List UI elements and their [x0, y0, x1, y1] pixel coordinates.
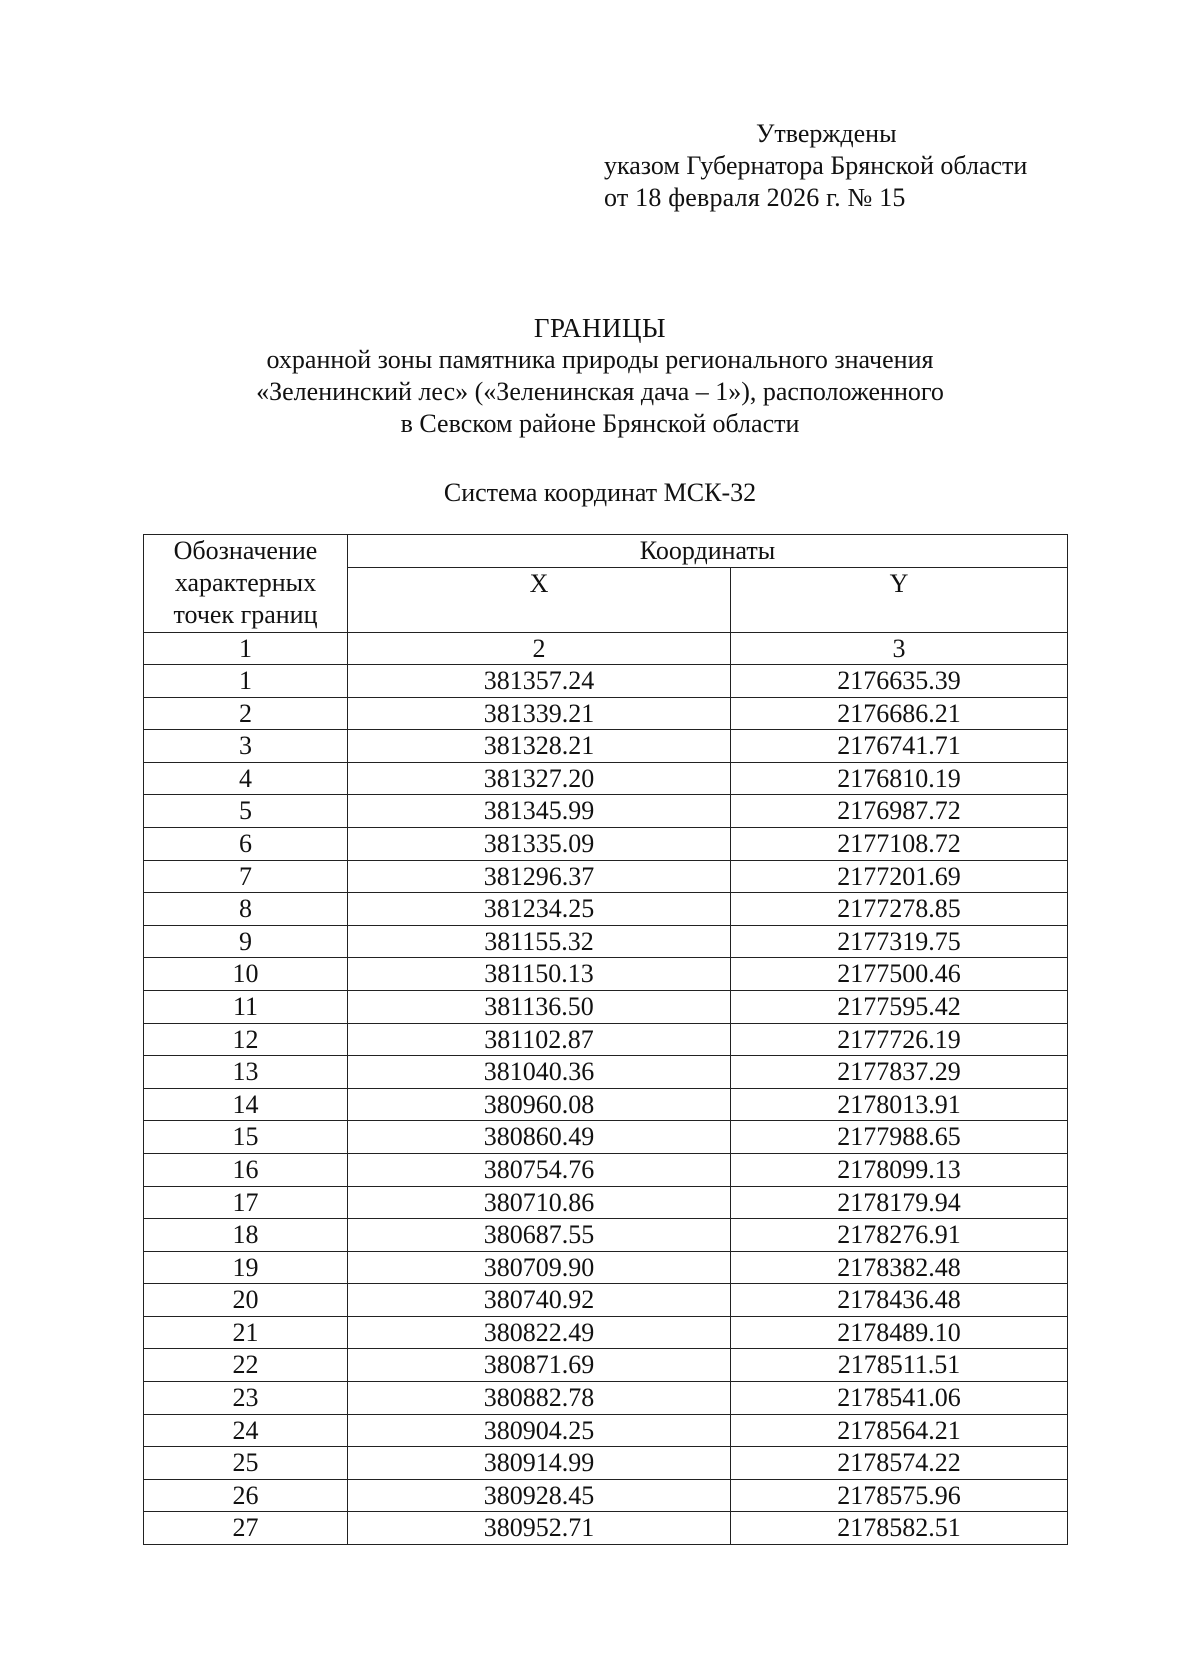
title-line-1: охранной зоны памятника природы регионального значения — [266, 345, 934, 374]
cell-point: 2 — [144, 697, 348, 730]
cell-x: 380871.69 — [348, 1349, 731, 1382]
cell-y: 2176741.71 — [731, 730, 1068, 763]
cell-point: 25 — [144, 1447, 348, 1480]
header-point-designation — [144, 535, 348, 633]
cell-x: 381234.25 — [348, 893, 731, 926]
cell-x: 380914.99 — [348, 1447, 731, 1480]
cell-x: 381328.21 — [348, 730, 731, 763]
cell-x: 380822.49 — [348, 1316, 731, 1349]
cell-x: 381345.99 — [348, 795, 731, 828]
cell-y: 2178013.91 — [731, 1088, 1068, 1121]
cell-point: 14 — [144, 1088, 348, 1121]
table-row — [144, 1512, 1068, 1545]
cell-y: 2178382.48 — [731, 1251, 1068, 1284]
cell-y: 2177201.69 — [731, 860, 1068, 893]
cell-point: 11 — [144, 990, 348, 1023]
cell-x: 380904.25 — [348, 1414, 731, 1447]
cell-point: 17 — [144, 1186, 348, 1219]
cell-x: 380740.92 — [348, 1284, 731, 1317]
cell-x: 381357.24 — [348, 665, 731, 698]
cell-y: 2177595.42 — [731, 990, 1068, 1023]
table-row — [144, 697, 1068, 730]
cell-x: 381296.37 — [348, 860, 731, 893]
cell-point: 12 — [144, 1023, 348, 1056]
table-row — [144, 1251, 1068, 1284]
cell-x: 380860.49 — [348, 1121, 731, 1154]
cell-y: 2178564.21 — [731, 1414, 1068, 1447]
table-row — [144, 1447, 1068, 1480]
cell-point: 4 — [144, 762, 348, 795]
table-row — [144, 1479, 1068, 1512]
cell-point: 23 — [144, 1382, 348, 1415]
cell-y: 2178582.51 — [731, 1512, 1068, 1545]
cell-point: 27 — [144, 1512, 348, 1545]
cell-point: 18 — [144, 1219, 348, 1252]
cell-point: 5 — [144, 795, 348, 828]
table-body — [144, 665, 1068, 1545]
cell-x: 380754.76 — [348, 1153, 731, 1186]
cell-point: 7 — [144, 860, 348, 893]
cell-y: 2178511.51 — [731, 1349, 1068, 1382]
cell-y: 2176635.39 — [731, 665, 1068, 698]
title-line-3: в Севском районе Брянской области — [400, 409, 800, 438]
table-row — [144, 1023, 1068, 1056]
cell-y: 2176810.19 — [731, 762, 1068, 795]
table-row — [144, 1219, 1068, 1252]
table-row — [144, 665, 1068, 698]
cell-point: 22 — [144, 1349, 348, 1382]
cell-y: 2178541.06 — [731, 1382, 1068, 1415]
cell-point: 3 — [144, 730, 348, 763]
cell-y: 2178575.96 — [731, 1479, 1068, 1512]
cell-point: 20 — [144, 1284, 348, 1317]
table-row — [144, 1316, 1068, 1349]
cell-x: 381136.50 — [348, 990, 731, 1023]
approval-line-decree: указом Губернатора Брянской области — [604, 151, 1028, 180]
header-y: Y — [731, 568, 1068, 633]
table-row — [144, 1121, 1068, 1154]
cell-y: 2176987.72 — [731, 795, 1068, 828]
cell-point: 24 — [144, 1414, 348, 1447]
header-point-line-1: Обозначение — [173, 536, 318, 565]
cell-y: 2178436.48 — [731, 1284, 1068, 1317]
table-row — [144, 990, 1068, 1023]
cell-x: 381040.36 — [348, 1056, 731, 1089]
column-number-1: 1 — [144, 633, 348, 665]
table-row — [144, 1284, 1068, 1317]
cell-y: 2178276.91 — [731, 1219, 1068, 1252]
table-row — [144, 860, 1068, 893]
table-row — [144, 795, 1068, 828]
table-row — [144, 730, 1068, 763]
title-line-2: «Зеленинский лес» («Зеленинская дача – 1»), расположенного — [256, 377, 944, 406]
cell-x: 381339.21 — [348, 697, 731, 730]
header-x: X — [348, 568, 731, 633]
approval-line-approved: Утверждены — [756, 119, 897, 148]
coordinates-table — [143, 534, 1068, 1545]
cell-y: 2177837.29 — [731, 1056, 1068, 1089]
approval-line-date: от 18 февраля 2026 г. № 15 — [604, 183, 906, 212]
cell-y: 2177726.19 — [731, 1023, 1068, 1056]
cell-y: 2178099.13 — [731, 1153, 1068, 1186]
table-row — [144, 1349, 1068, 1382]
column-number-2: 2 — [348, 633, 731, 665]
cell-point: 9 — [144, 925, 348, 958]
column-number-3: 3 — [731, 633, 1068, 665]
table-row — [144, 893, 1068, 926]
cell-y: 2178574.22 — [731, 1447, 1068, 1480]
cell-x: 380960.08 — [348, 1088, 731, 1121]
table-row — [144, 1088, 1068, 1121]
title-main: ГРАНИЦЫ — [533, 313, 667, 343]
cell-y: 2178489.10 — [731, 1316, 1068, 1349]
cell-point: 8 — [144, 893, 348, 926]
document-title — [100, 312, 1100, 440]
approval-stamp — [604, 118, 1124, 214]
cell-point: 16 — [144, 1153, 348, 1186]
cell-y: 2176686.21 — [731, 697, 1068, 730]
header-point-line-2: характерных — [174, 568, 317, 597]
cell-x: 380710.86 — [348, 1186, 731, 1219]
cell-point: 26 — [144, 1479, 348, 1512]
cell-point: 10 — [144, 958, 348, 991]
table-row — [144, 1382, 1068, 1415]
cell-x: 381150.13 — [348, 958, 731, 991]
header-point-line-3: точек границ — [173, 600, 318, 629]
table-row — [144, 1153, 1068, 1186]
cell-x: 381335.09 — [348, 827, 731, 860]
table-row — [144, 925, 1068, 958]
cell-point: 6 — [144, 827, 348, 860]
cell-x: 380709.90 — [348, 1251, 731, 1284]
table-row — [144, 958, 1068, 991]
coordinate-system-label: Система координат МСК-32 — [443, 478, 757, 507]
table-row — [144, 1186, 1068, 1219]
cell-point: 19 — [144, 1251, 348, 1284]
table-row — [144, 1056, 1068, 1089]
cell-x: 381155.32 — [348, 925, 731, 958]
table-row — [144, 1414, 1068, 1447]
cell-y: 2177500.46 — [731, 958, 1068, 991]
cell-y: 2178179.94 — [731, 1186, 1068, 1219]
cell-x: 380928.45 — [348, 1479, 731, 1512]
cell-point: 13 — [144, 1056, 348, 1089]
cell-x: 380882.78 — [348, 1382, 731, 1415]
cell-y: 2177108.72 — [731, 827, 1068, 860]
cell-y: 2177319.75 — [731, 925, 1068, 958]
cell-x: 381102.87 — [348, 1023, 731, 1056]
table-row — [144, 762, 1068, 795]
cell-y: 2177988.65 — [731, 1121, 1068, 1154]
cell-point: 15 — [144, 1121, 348, 1154]
table-row — [144, 827, 1068, 860]
cell-point: 1 — [144, 665, 348, 698]
header-coordinates: Координаты — [348, 535, 1068, 568]
cell-x: 380687.55 — [348, 1219, 731, 1252]
cell-y: 2177278.85 — [731, 893, 1068, 926]
cell-x: 381327.20 — [348, 762, 731, 795]
cell-x: 380952.71 — [348, 1512, 731, 1545]
cell-point: 21 — [144, 1316, 348, 1349]
